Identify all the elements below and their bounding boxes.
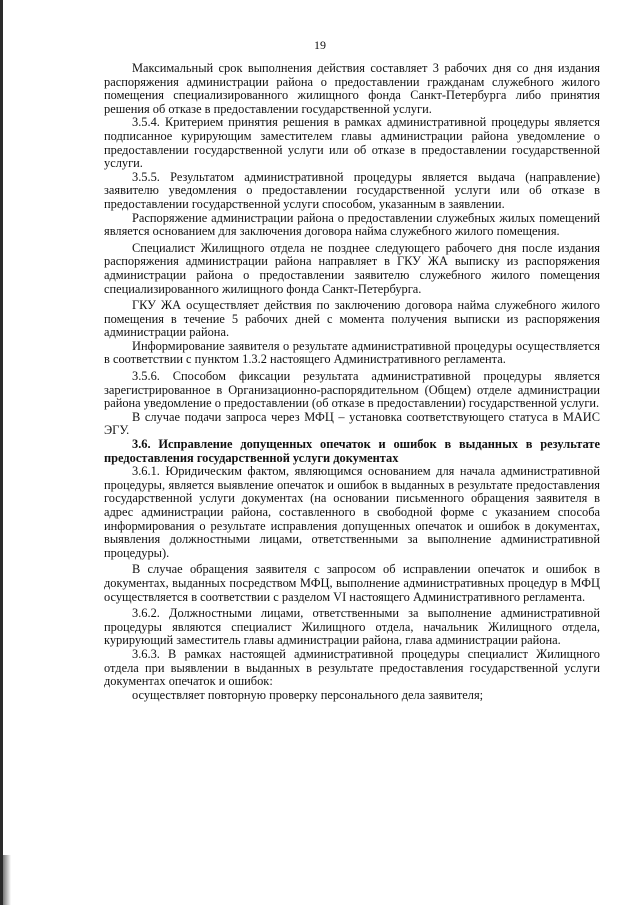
paragraph-3-5-4: 3.5.4. Критерием принятия решения в рамках административной процедуры является подписанное курирующим заместителем главы администрации района уведомление о предоставлении государственной услуги или об отказе в предоставлении государственной услуги. bbox=[104, 115, 600, 171]
paragraph-3-5-5: 3.5.5. Результатом административной процедуры является выдача (направление) заявителю уведомления о предоставлении государственной услуги или об отказе в предоставлении государственной услуги способом, указанным в заявлении. bbox=[104, 169, 600, 211]
paragraph-specialist-extract: Специалист Жилищного отдела не позднее следующего рабочего дня после издания распоряжения администрации района направляет в ГКУ ЖА выписку из распоряжения администрации района о предоставлении заявителю служебного жилого помещения специализированного жилищного фонда Санкт-Петербурга. bbox=[104, 240, 600, 296]
paragraph-informing: Информирование заявителя о результате административной процедуры осуществляется в соответствии с пунктом 1.3.2 настоящего Административного регламента. bbox=[104, 338, 600, 367]
paragraph-recheck: осуществляет повторную проверку персонального дела заявителя; bbox=[132, 687, 484, 702]
paragraph-gku-contract: ГКУ ЖА осуществляет действия по заключению договора найма служебного жилого помещения в течение 5 рабочих дней с момента получения выписки из распоряжения администрации района. bbox=[104, 298, 600, 340]
paragraph-max-term: Максимальный срок выполнения действия составляет 3 рабочих дня со дня издания распоряжения администрации района о предоставлении гражданам служебного жилого помещения специализированного жилищного фонда Санкт-Петербурга либо принятия решения об отказе в предоставлении государственной услуги. bbox=[104, 61, 600, 116]
scan-edge-shadow bbox=[0, 0, 3, 905]
document-body bbox=[104, 62, 600, 702]
paragraph-3-5-6: 3.5.6. Способом фиксации результата административной процедуры является зарегистрированное в Организационно-распорядительном (Общем) отделе администрации района уведомление о предоставлении (об отказе в предоставлении) государственной услуги. bbox=[104, 369, 600, 411]
page-number: 19 bbox=[314, 38, 326, 52]
paragraph-3-6-3: 3.6.3. В рамках настоящей административной процедуры специалист Жилищного отдела при выявлении в выданных в результате предоставления государственной услуги документах опечаток и ошибок: bbox=[104, 646, 600, 689]
paragraph-mfc-status: В случае подачи запроса через МФЦ – установка соответствующего статуса в МАИС ЭГУ. bbox=[104, 409, 600, 438]
paragraph-3-6-2: 3.6.2. Должностными лицами, ответственными за выполнение административной процедуры являются специалист Жилищного отдела, начальник Жилищного отдела, курирующий заместитель главы администрации района, глава администрации района. bbox=[104, 606, 600, 648]
section-heading-3-6: 3.6. Исправление допущенных опечаток и ошибок в выданных в результате предоставления государственной услуги документах bbox=[104, 437, 600, 465]
paragraph-order-basis: Распоряжение администрации района о предоставлении служебных жилых помещений является основанием для заключения договора найма служебного жилого помещения. bbox=[104, 210, 600, 239]
paragraph-3-6-1: 3.6.1. Юридическим фактом, являющимся основанием для начала административной процедуры, является выявление опечаток и ошибок в выданных в результате предоставления государственной услуги документах (на основании письменного обращения заявителя в адрес администрации района, составленного в свободной форме с указанием способа информирования о результате исправления допущенных опечаток и ошибок в документах, выявления должностными лицами, ответственными за выполнение административной процедуры). bbox=[104, 464, 600, 560]
scan-edge-shadow-bottom bbox=[3, 855, 11, 905]
paragraph-mfc-correction: В случае обращения заявителя с запросом об исправлении опечаток и ошибок в документах, выданных посредством МФЦ, выполнение административных процедур в МФЦ осуществляется в соответствии с разделом VI настоящего Административного регламента. bbox=[104, 562, 600, 604]
